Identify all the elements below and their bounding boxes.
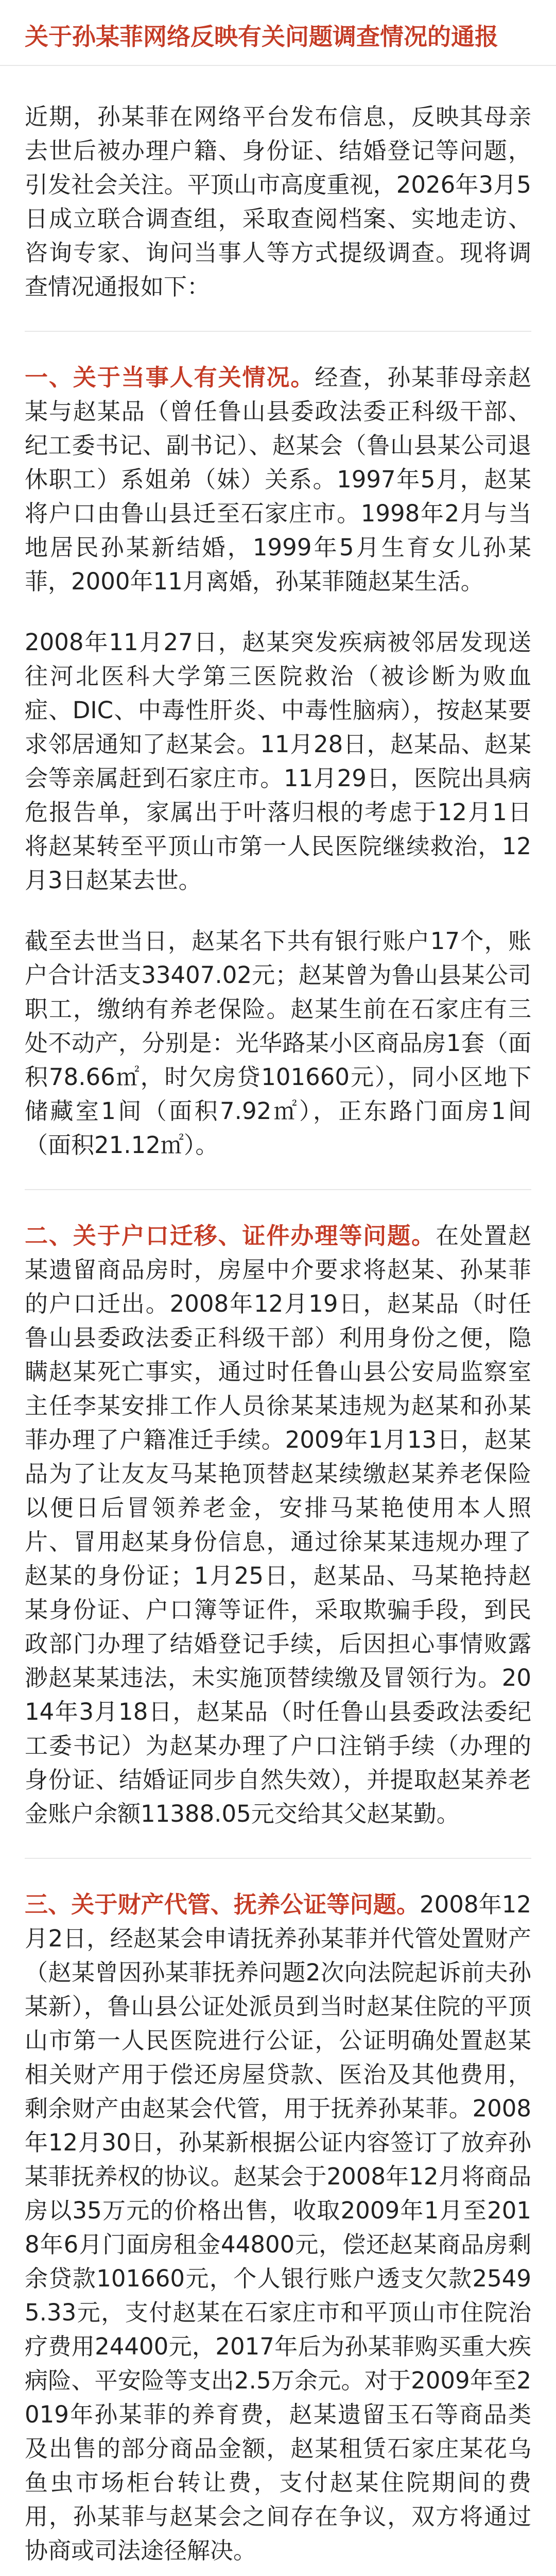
title-divider <box>0 65 556 66</box>
section1-text-1: 经查，孙某菲母亲赵某与赵某品（曾任鲁山县委政法委正科级干部、纪工委书记、副书记）、赵某会（鲁山县某公司退休职工）系姐弟（妹）关系。1997年5月，赵某将户口由鲁山县迁至石家庄市。1998年2月与当地居民孙某新结婚，1999年5月生育女儿孙某菲，2000年11月离婚，孙某菲随赵某生活。 <box>25 364 531 595</box>
section1-paragraph-2: 2008年11月27日，赵某突发疾病被邻居发现送往河北医科大学第三医院救治（被诊断为败血症、DIC、中毒性肝炎、中毒性脑病），按赵某要求邻居通知了赵某会。11月28日，赵某品、赵某会等亲属赶到石家庄市。11月29日，医院出具病危报告单，家属出于叶落归根的考虑于12月1日将赵某转至平顶山市第一人民医院继续救治，12月3日赵某去世。 <box>25 629 531 894</box>
section3-text-1: 2008年12月2日，经赵某会申请抚养孙某菲并代管处置财产（赵某曾因孙某菲抚养问题2次向法院起诉前夫孙某新），鲁山县公证处派员到当时赵某住院的平顶山市第一人民医院进行公证，公证明确处置赵某相关财产用于偿还房屋贷款、医治及其他费用，剩余财产由赵某会代管，用于抚养孙某菲。2008年12月30日，孙某新根据公证内容签订了放弃孙某菲抚养权的协议。赵某会于2008年12月将商品房以35万元的价格出售，收取2009年1月至2018年6月门面房租金44800元，偿还赵某商品房剩余贷款101660元，个人银行账户透支欠款25495.33元，支付赵某在石家庄市和平顶山市住院治疗费用24400元，2017年后为孙某菲购买重大疾病险、平安险等支出2.5万余元。对于2009年至2019年孙某菲的养育费，赵某遗留玉石等商品类及出售的部分商品金额，赵某租赁石家庄某花乌鱼虫市场柜台转让费，支付赵某住院期间的费用，孙某菲与赵某会之间存在争议，双方将通过协商或司法途径解决。 <box>25 1891 531 2564</box>
title-block <box>0 0 556 65</box>
section1-paragraph-1 <box>25 361 531 599</box>
section-divider-1 <box>25 331 531 332</box>
section2-heading: 二、关于户口迁移、证件办理等问题。 <box>25 1222 436 1249</box>
section3-paragraph-1 <box>25 1888 531 2568</box>
section2-paragraph-1 <box>25 1219 531 1831</box>
section3-heading: 三、关于财产代管、抚养公证等问题。 <box>25 1891 420 1918</box>
section1-heading: 一、关于当事人有关情况。 <box>25 364 315 391</box>
section-divider-2 <box>25 1189 531 1190</box>
section1-paragraph-3: 截至去世当日，赵某名下共有银行账户17个，账户合计活支33407.02元；赵某曾为鲁山县某公司职工，缴纳有养老保险。赵某生前在石家庄有三处不动产，分别是：光华路某小区商品房1套（面积78.66㎡，时欠房贷101660元），同小区地下储藏室1间（面积7.92㎡），正东路门面房1间（面积21.12㎡）。 <box>25 927 531 1159</box>
notice-body <box>0 95 556 2576</box>
intro-paragraph: 近期，孙某菲在网络平台发布信息，反映其母亲去世后被办理户籍、身份证、结婚登记等问题，引发社会关注。平顶山市高度重视，2026年3月5日成立联合调查组，采取查阅档案、实地走访、咨询专家、询问当事人等方式提级调查。现将调查情况通报如下： <box>25 103 531 300</box>
section-divider-3 <box>25 1858 531 1859</box>
notice-title: 关于孙某菲网络反映有关问题调查情况的通报 <box>25 23 498 50</box>
section2-text-1: 在处置赵某遗留商品房时，房屋中介要求将赵某、孙某菲的户口迁出。2008年12月19日，赵某品（时任鲁山县委政法委正科级干部）利用身份之便，隐瞒赵某死亡事实，通过时任鲁山县公安局监察室主任李某安排工作人员徐某某违规为赵某和孙某菲办理了户籍准迁手续。2009年1月13日，赵某品为了让友友马某艳顶替赵某续缴赵某养老保险以便日后冒领养老金，安排马某艳使用本人照片、冒用赵某身份信息，通过徐某某违规办理了赵某的身份证；1月25日，赵某品、马某艳持赵某身份证、户口簿等证件，采取欺骗手段，到民政部门办理了结婚登记手续，后因担心事情败露渺赵某某违法，未实施顶替续缴及冒领行为。2014年3月18日，赵某品（时任鲁山县委政法委纪工委书记）为赵某办理了户口注销手续（办理的身份证、结婚证同步自然失效），并提取赵某养老金账户余额11388.05元交给其父赵某勤。 <box>25 1222 531 1827</box>
